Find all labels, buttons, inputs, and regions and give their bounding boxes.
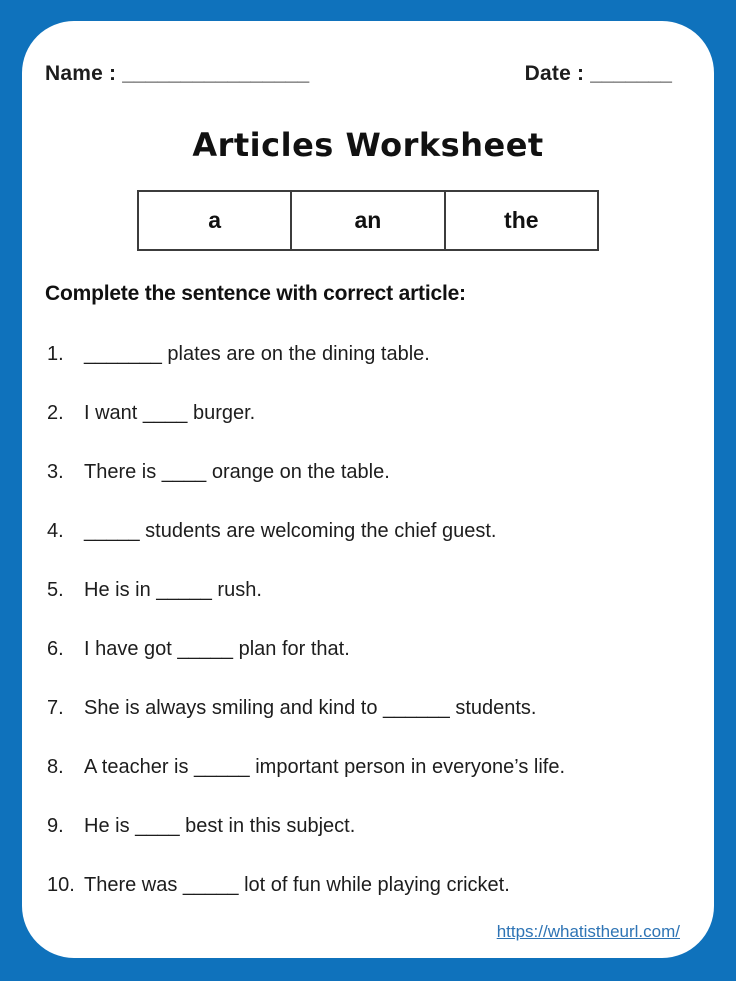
article-cell-the: the [445,191,598,250]
question-row-7 [47,695,714,721]
question-row-8 [47,754,714,780]
question-row-4 [47,518,714,544]
question-text: He is ____ best in this subject. [84,815,356,837]
question-list [22,341,714,898]
name-blank: ________________ [122,62,310,85]
name-label: Name : [45,62,117,85]
question-number: 6. [47,638,64,660]
articles-table-row [138,191,598,250]
question-row-1 [47,341,714,367]
question-row-3 [47,459,714,485]
date-label: Date : [524,62,585,85]
question-text: There is ____ orange on the table. [84,461,390,483]
question-text: _____ students are welcoming the chief guest. [84,520,497,542]
question-text: She is always smiling and kind to ______ students. [84,697,537,719]
footer [497,922,680,942]
question-number: 4. [47,520,64,542]
question-number: 2. [47,402,64,424]
worksheet-card [22,21,714,958]
question-number: 9. [47,815,64,837]
question-number: 3. [47,461,64,483]
question-text: He is in _____ rush. [84,579,262,601]
question-number: 5. [47,579,64,601]
header-row [22,21,714,86]
articles-table [137,190,599,251]
question-text: I have got _____ plan for that. [84,638,350,660]
question-row-10 [47,872,714,898]
page-title: Articles Worksheet [192,126,544,164]
question-text: _______ plates are on the dining table. [84,343,430,365]
question-row-6 [47,636,714,662]
question-row-9 [47,813,714,839]
question-row-2 [47,400,714,426]
website-link[interactable]: https://whatistheurl.com/ [496,922,680,941]
name-field [45,62,309,86]
article-cell-an: an [291,191,444,250]
question-number: 10. [47,874,75,896]
question-text: A teacher is _____ important person in everyone’s life. [84,756,566,778]
question-number: 8. [47,756,64,778]
date-blank: _______ [590,62,672,85]
question-number: 1. [47,343,64,365]
article-cell-a: a [138,191,291,250]
question-text: There was _____ lot of fun while playing cricket. [84,874,510,896]
question-row-5 [47,577,714,603]
instruction-text: Complete the sentence with correct article: [45,282,466,305]
question-text: I want ____ burger. [84,402,256,424]
question-number: 7. [47,697,64,719]
date-field [525,62,672,86]
